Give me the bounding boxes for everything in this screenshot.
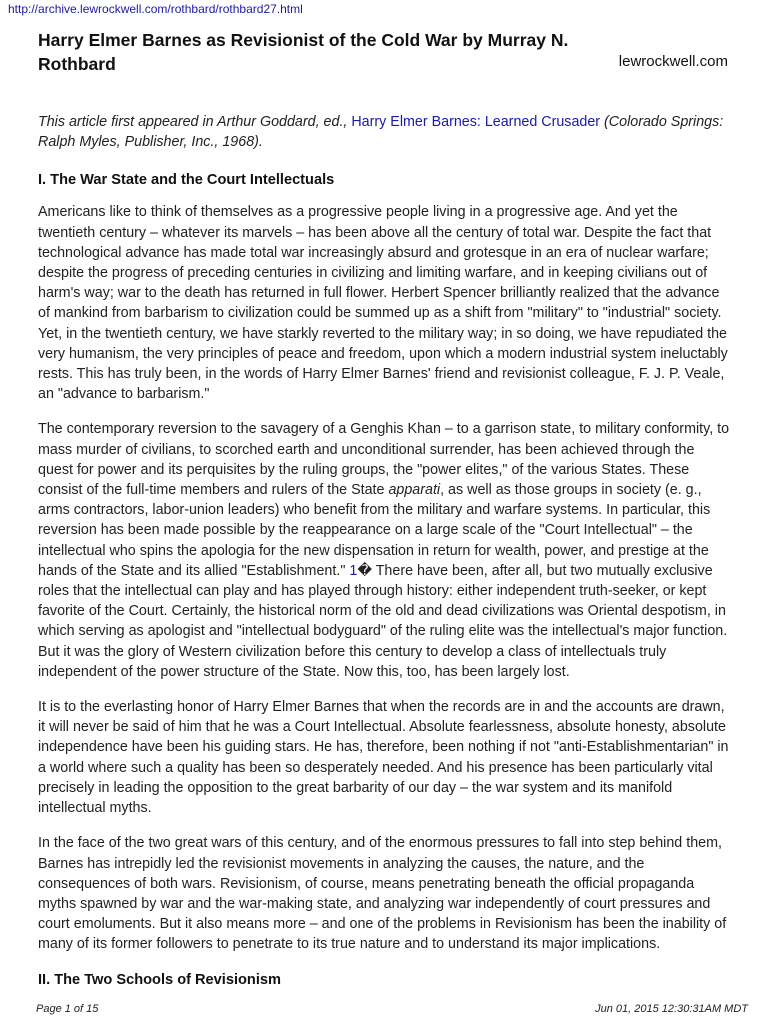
paragraph-2 bbox=[38, 419, 730, 682]
intro-text-before: This article first appeared in Arthur Goddard, ed., bbox=[38, 114, 352, 130]
paragraph-4: In the face of the two great wars of this century, and of the enormous pressures to fall into step behind them, Barnes has intrepidly led the revisionist movements in analyzing the causes, the nature, and the consequences of both wars. Revisionism, of course, means penetrating beneath the official propaganda myths spawned by war and the war-making state, and analyzing war independently of court pressures and court emoluments. But it also means more – and one of the problems in Revisionism has been the inability of many of its former followers to penetrate to its true nature and to understand its major implications. bbox=[38, 835, 727, 953]
article-body bbox=[38, 112, 730, 1002]
paragraph-2-part-a: The contemporary reversion to the savagery of a Genghis Khan – to a garrison state, to military conformity, to mass murder of civilians, to scorched earth and unconditional surrender, has been achieved through the quest for power and its perquisites by the ruling groups, the "power elites," of the various States. These consist of the full-time members and rulers of the State bbox=[38, 421, 730, 499]
paragraph-2-italic: apparati bbox=[388, 482, 441, 499]
print-timestamp: Jun 01, 2015 12:30:31AM MDT bbox=[595, 1003, 748, 1015]
paragraph-2-part-c: � There have been, after all, but two mutually exclusive roles that the intellectual can play and has played through history: either independent truth-seeker, or kept favorite of the Court. Certainly, the historical norm of the old and dead civilizations was Oriental despotism, in which serving as apologist and "intellectual bodyguard" of the ruling elite was the intellectual's major function. But it was the glory of Western civilization before this century to develop a class of intellectuals truly independent of the power structure of the State. Now this, too, has been largely lost. bbox=[38, 562, 728, 680]
section-heading-1: I. The War State and the Court Intellectuals bbox=[38, 172, 335, 189]
section-heading-2: II. The Two Schools of Revisionism bbox=[38, 971, 281, 988]
footnote-1-link[interactable]: 1 bbox=[349, 562, 358, 579]
intro-note bbox=[38, 112, 730, 152]
intro-text-after: (Colorado Springs: Ralph Myles, Publisher, Inc., 1968). bbox=[38, 114, 724, 151]
paragraph-2-part-b: , as well as those groups in society (e. g., arms contractors, labor-union leaders) who benefit from the military and warfare systems. In particular, this reversion has been made possible by the reappearance on a large scale of the "Court Intellectual" – the intellectual who spins the apologia for the new dispensation in return for wealth, power, and prestige at the hands of the State and its allied "Establishment." bbox=[38, 482, 711, 579]
page-number: Page 1 of 15 bbox=[36, 1003, 99, 1015]
title-row bbox=[38, 28, 728, 76]
book-link[interactable]: Harry Elmer Barnes: Learned Crusader bbox=[351, 114, 601, 130]
site-name: lewrockwell.com bbox=[618, 53, 728, 70]
source-url-link[interactable]: http://archive.lewrockwell.com/rothbard/rothbard27.html bbox=[8, 2, 303, 16]
article-title: Harry Elmer Barnes as Revisionist of the Cold War by Murray N. Rothbard bbox=[38, 30, 569, 74]
paragraph-3: It is to the everlasting honor of Harry Elmer Barnes that when the records are in and the accounts are drawn, it will never be said of him that he was a Court Intellectual. Absolute fearlessness, absolute honesty, absolute independence have been his guiding stars. He has, therefore, been nothing if not "anti-Establishmentarian" in a world where such a quality has been so desperately needed. And his presence has been particularly vital precisely in leading the opposition to the great barbarity of our day – the war system and its manifold intellectual myths. bbox=[38, 699, 729, 817]
paragraph-1: Americans like to think of themselves as a progressive people living in a progressive age. And yet the twentieth century – whatever its marvels – has been above all the century of total war. Despite the fact that technological advance has made total war increasingly absurd and grotesque in an era of nuclear warfare; despite the progress of preceding centuries in civilizing and limiting warfare, and in keeping civilians out of harm's way; war to the death has returned in full flower. Herbert Spencer brilliantly realized that the advance of mankind from barbarism to civilization could be summed up as a shift from "military" to "industrial" society. Yet, in the twentieth century, we have starkly reverted to the military way; in so doing, we have repudiated the very humanism, the very principles of peace and freedom, upon which a modern industrial system ineluctably rests. This has truly been, in the words of Harry Elmer Barnes' friend and revisionist colleague, F. J. P. Veale, an "advance to barbarism." bbox=[38, 204, 728, 403]
